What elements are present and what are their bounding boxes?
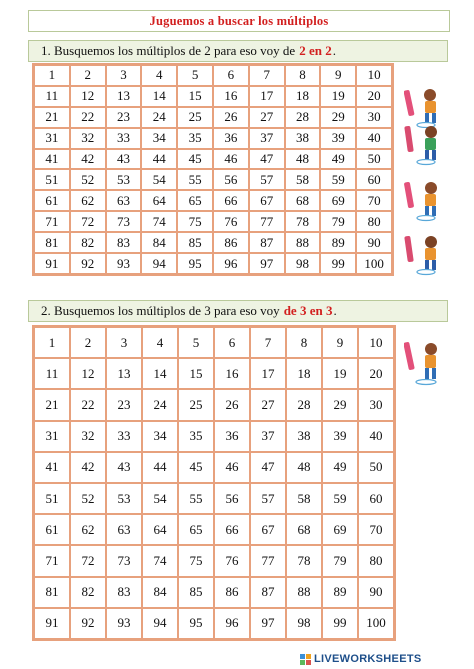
grid-cell[interactable]: 25 — [177, 107, 213, 128]
grid-cell[interactable]: 2 — [70, 327, 106, 358]
grid-cell[interactable]: 30 — [356, 107, 392, 128]
exercise-1-highlight: 2 en 2 — [299, 43, 332, 58]
grid-cell[interactable]: 55 — [178, 483, 214, 514]
grid-cell[interactable]: 54 — [142, 483, 178, 514]
grid-cell[interactable]: 46 — [213, 149, 249, 170]
grid-cell[interactable]: 35 — [178, 421, 214, 452]
grid-cell[interactable]: 39 — [322, 421, 358, 452]
grid-cell[interactable]: 84 — [142, 577, 178, 608]
exercise-2-period: . — [333, 303, 337, 318]
grid-cell[interactable]: 86 — [213, 232, 249, 253]
grid-cell[interactable]: 92 — [70, 608, 106, 639]
grid-cell[interactable]: 45 — [177, 149, 213, 170]
grid-cell[interactable]: 69 — [322, 514, 358, 545]
grid-cell[interactable]: 12 — [70, 358, 106, 389]
grid-cell[interactable]: 75 — [178, 545, 214, 576]
grid-cell[interactable]: 29 — [320, 107, 356, 128]
grid-cell[interactable]: 66 — [214, 514, 250, 545]
grid-cell[interactable]: 1 — [34, 65, 70, 86]
grid-cell[interactable]: 27 — [249, 107, 285, 128]
grid-cell[interactable]: 47 — [249, 149, 285, 170]
grid-cell[interactable]: 24 — [141, 107, 177, 128]
grid-cell[interactable]: 1 — [34, 327, 70, 358]
grid-cell[interactable]: 17 — [249, 86, 285, 107]
grid-cell[interactable]: 27 — [250, 389, 286, 420]
grid-cell[interactable]: 92 — [70, 253, 106, 274]
grid-cell[interactable]: 57 — [250, 483, 286, 514]
grid-cell[interactable]: 49 — [322, 452, 358, 483]
grid-cell[interactable]: 86 — [214, 577, 250, 608]
kid-skipping-icon — [404, 234, 444, 276]
grid-cell[interactable]: 3 — [106, 65, 142, 86]
grid-cell[interactable]: 29 — [322, 389, 358, 420]
grid-cell[interactable]: 31 — [34, 421, 70, 452]
grid-cell[interactable]: 83 — [106, 232, 142, 253]
grid-cell[interactable]: 21 — [34, 389, 70, 420]
grid-cell[interactable]: 76 — [213, 211, 249, 232]
grid-cell[interactable]: 4 — [142, 327, 178, 358]
grid-cell[interactable]: 40 — [356, 128, 392, 149]
grid-cell[interactable]: 18 — [286, 358, 322, 389]
grid-cell[interactable]: 19 — [322, 358, 358, 389]
grid-cell[interactable]: 68 — [286, 514, 322, 545]
grid-cell[interactable]: 38 — [286, 421, 322, 452]
grid-cell[interactable]: 60 — [358, 483, 394, 514]
grid-cell[interactable]: 78 — [285, 211, 321, 232]
grid-cell[interactable]: 74 — [142, 545, 178, 576]
grid-cell[interactable]: 100 — [356, 253, 392, 274]
grid-cell[interactable]: 42 — [70, 149, 106, 170]
grid-cell[interactable]: 61 — [34, 514, 70, 545]
grid-cell[interactable]: 83 — [106, 577, 142, 608]
grid-cell[interactable]: 5 — [178, 327, 214, 358]
grid-cell[interactable]: 28 — [285, 107, 321, 128]
exercise-1-instruction — [28, 40, 448, 62]
grid-cell[interactable]: 33 — [106, 421, 142, 452]
grid-cell[interactable]: 16 — [214, 358, 250, 389]
grid-cell[interactable]: 88 — [285, 232, 321, 253]
grid-cell[interactable]: 26 — [213, 107, 249, 128]
grid-cell[interactable]: 91 — [34, 253, 70, 274]
grid-cell[interactable]: 93 — [106, 253, 142, 274]
grid-cell[interactable]: 14 — [141, 86, 177, 107]
grid-cell[interactable]: 52 — [70, 483, 106, 514]
grid-cell[interactable]: 90 — [358, 577, 394, 608]
grid-cell[interactable]: 84 — [141, 232, 177, 253]
grid-cell[interactable]: 97 — [249, 253, 285, 274]
grid-cell[interactable]: 82 — [70, 232, 106, 253]
grid-cell[interactable]: 56 — [213, 169, 249, 190]
grid-cell[interactable]: 7 — [250, 327, 286, 358]
grid-cell[interactable]: 89 — [322, 577, 358, 608]
kid-jumping-icon — [404, 180, 444, 222]
grid-cell[interactable]: 53 — [106, 483, 142, 514]
grid-cell[interactable]: 65 — [178, 514, 214, 545]
grid-cell[interactable]: 46 — [214, 452, 250, 483]
grid-cell[interactable]: 52 — [70, 169, 106, 190]
grid-cell[interactable]: 73 — [106, 545, 142, 576]
grid-cell[interactable]: 79 — [320, 211, 356, 232]
grid-cell[interactable]: 55 — [177, 169, 213, 190]
grid-cell[interactable]: 62 — [70, 514, 106, 545]
grid-cell[interactable]: 13 — [106, 358, 142, 389]
grid-cell[interactable]: 49 — [320, 149, 356, 170]
grid-cell[interactable]: 41 — [34, 149, 70, 170]
grid-cell[interactable]: 64 — [142, 514, 178, 545]
grid-cell[interactable]: 94 — [142, 608, 178, 639]
grid-cell[interactable]: 62 — [70, 190, 106, 211]
number-grid-2 — [32, 325, 396, 641]
grid-cell[interactable]: 26 — [214, 389, 250, 420]
grid-cell[interactable]: 82 — [70, 577, 106, 608]
grid-cell[interactable]: 33 — [106, 128, 142, 149]
kid-skipping-icon — [404, 124, 444, 166]
grid-cell[interactable]: 8 — [285, 65, 321, 86]
grid-cell[interactable]: 32 — [70, 128, 106, 149]
grid-cell[interactable]: 71 — [34, 211, 70, 232]
grid-cell[interactable]: 13 — [106, 86, 142, 107]
grid-cell[interactable]: 18 — [285, 86, 321, 107]
grid-cell[interactable]: 23 — [106, 389, 142, 420]
grid-cell[interactable]: 54 — [141, 169, 177, 190]
grid-cell[interactable]: 34 — [142, 421, 178, 452]
grid-cell[interactable]: 58 — [286, 483, 322, 514]
grid-cell[interactable]: 45 — [178, 452, 214, 483]
grid-cell[interactable]: 59 — [322, 483, 358, 514]
grid-cell[interactable]: 93 — [106, 608, 142, 639]
grid-cell[interactable]: 59 — [320, 169, 356, 190]
grid-cell[interactable]: 36 — [213, 128, 249, 149]
grid-cell[interactable]: 90 — [356, 232, 392, 253]
grid-cell[interactable]: 7 — [249, 65, 285, 86]
liveworksheets-logo-icon — [300, 654, 311, 665]
grid-cell[interactable]: 67 — [249, 190, 285, 211]
grid-cell[interactable]: 4 — [141, 65, 177, 86]
grid-cell[interactable]: 40 — [358, 421, 394, 452]
grid-cell[interactable]: 74 — [141, 211, 177, 232]
grid-cell[interactable]: 16 — [213, 86, 249, 107]
worksheet-title: Juguemos a buscar los múltiplos — [149, 13, 329, 28]
grid-cell[interactable]: 97 — [250, 608, 286, 639]
grid-cell[interactable]: 22 — [70, 107, 106, 128]
grid-cell[interactable]: 17 — [250, 358, 286, 389]
grid-cell[interactable]: 20 — [356, 86, 392, 107]
grid-cell[interactable]: 9 — [320, 65, 356, 86]
grid-cell[interactable]: 51 — [34, 483, 70, 514]
grid-cell[interactable]: 66 — [213, 190, 249, 211]
grid-cell[interactable]: 37 — [250, 421, 286, 452]
grid-cell[interactable]: 99 — [320, 253, 356, 274]
grid-cell[interactable]: 50 — [356, 149, 392, 170]
grid-cell[interactable]: 51 — [34, 169, 70, 190]
grid-cell[interactable]: 63 — [106, 190, 142, 211]
grid-cell[interactable]: 58 — [285, 169, 321, 190]
grid-cell[interactable]: 21 — [34, 107, 70, 128]
grid-cell[interactable]: 50 — [358, 452, 394, 483]
grid-cell[interactable]: 28 — [286, 389, 322, 420]
grid-cell[interactable]: 57 — [249, 169, 285, 190]
grid-cell[interactable]: 56 — [214, 483, 250, 514]
grid-cell[interactable]: 23 — [106, 107, 142, 128]
grid-cell[interactable]: 100 — [358, 608, 394, 639]
grid-cell[interactable]: 72 — [70, 211, 106, 232]
grid-cell[interactable]: 48 — [286, 452, 322, 483]
grid-cell[interactable]: 87 — [249, 232, 285, 253]
grid-cell[interactable]: 81 — [34, 232, 70, 253]
grid-cell[interactable]: 30 — [358, 389, 394, 420]
exercise-2-text: 2. Busquemos los múltiplos de 3 para eso voy — [41, 303, 280, 318]
grid-cell[interactable]: 43 — [106, 452, 142, 483]
grid-cell[interactable]: 35 — [177, 128, 213, 149]
grid-cell[interactable]: 37 — [249, 128, 285, 149]
grid-cell[interactable]: 78 — [286, 545, 322, 576]
grid-cell[interactable]: 88 — [286, 577, 322, 608]
grid-cell[interactable]: 73 — [106, 211, 142, 232]
exercise-2-highlight: de 3 en 3 — [283, 303, 333, 318]
grid-cell[interactable]: 6 — [214, 327, 250, 358]
grid-cell[interactable]: 15 — [178, 358, 214, 389]
grid-cell[interactable]: 85 — [178, 577, 214, 608]
grid-cell[interactable]: 98 — [286, 608, 322, 639]
grid-cell[interactable]: 25 — [178, 389, 214, 420]
grid-cell[interactable]: 10 — [356, 65, 392, 86]
kid-jumping-icon — [404, 86, 444, 128]
grid-cell[interactable]: 43 — [106, 149, 142, 170]
grid-cell[interactable]: 68 — [285, 190, 321, 211]
grid-cell[interactable]: 12 — [70, 86, 106, 107]
grid-cell[interactable]: 38 — [285, 128, 321, 149]
grid-cell[interactable]: 61 — [34, 190, 70, 211]
grid-cell[interactable]: 14 — [142, 358, 178, 389]
grid-cell[interactable]: 95 — [178, 608, 214, 639]
grid-cell[interactable]: 39 — [320, 128, 356, 149]
grid-cell[interactable]: 44 — [141, 149, 177, 170]
liveworksheets-logo — [300, 651, 422, 667]
grid-cell[interactable]: 71 — [34, 545, 70, 576]
grid-cell[interactable]: 3 — [106, 327, 142, 358]
grid-cell[interactable]: 79 — [322, 545, 358, 576]
grid-cell[interactable]: 9 — [322, 327, 358, 358]
grid-cell[interactable]: 24 — [142, 389, 178, 420]
grid-cell[interactable]: 5 — [177, 65, 213, 86]
grid-cell[interactable]: 81 — [34, 577, 70, 608]
grid-cell[interactable]: 94 — [141, 253, 177, 274]
grid-cell[interactable]: 67 — [250, 514, 286, 545]
grid-cell[interactable]: 47 — [250, 452, 286, 483]
grid-cell[interactable]: 6 — [213, 65, 249, 86]
grid-cell[interactable]: 15 — [177, 86, 213, 107]
grid-cell[interactable]: 72 — [70, 545, 106, 576]
grid-cell[interactable]: 31 — [34, 128, 70, 149]
worksheet-title-box — [28, 10, 450, 32]
grid-cell[interactable]: 99 — [322, 608, 358, 639]
grid-cell[interactable]: 70 — [356, 190, 392, 211]
grid-cell[interactable]: 48 — [285, 149, 321, 170]
grid-cell[interactable]: 80 — [358, 545, 394, 576]
grid-cell[interactable]: 96 — [213, 253, 249, 274]
grid-cell[interactable]: 69 — [320, 190, 356, 211]
grid-cell[interactable]: 96 — [214, 608, 250, 639]
grid-cell[interactable]: 80 — [356, 211, 392, 232]
grid-cell[interactable]: 64 — [141, 190, 177, 211]
exercise-1-text: 1. Busquemos los múltiplos de 2 para eso voy de — [41, 43, 296, 58]
grid-cell[interactable]: 85 — [177, 232, 213, 253]
grid-cell[interactable]: 10 — [358, 327, 394, 358]
grid-cell[interactable]: 11 — [34, 358, 70, 389]
grid-cell[interactable]: 2 — [70, 65, 106, 86]
grid-cell[interactable]: 91 — [34, 608, 70, 639]
grid-cell[interactable]: 42 — [70, 452, 106, 483]
grid-cell[interactable]: 41 — [34, 452, 70, 483]
exercise-1-period: . — [332, 43, 336, 58]
grid-cell[interactable]: 60 — [356, 169, 392, 190]
grid-cell[interactable]: 8 — [286, 327, 322, 358]
grid-cell[interactable]: 77 — [250, 545, 286, 576]
grid-cell[interactable]: 63 — [106, 514, 142, 545]
exercise-2-instruction — [28, 300, 448, 322]
kid-jumping-icon — [404, 340, 444, 386]
grid-cell[interactable]: 44 — [142, 452, 178, 483]
grid-cell[interactable]: 65 — [177, 190, 213, 211]
grid-cell[interactable]: 36 — [214, 421, 250, 452]
grid-cell[interactable]: 11 — [34, 86, 70, 107]
grid-cell[interactable]: 76 — [214, 545, 250, 576]
grid-cell[interactable]: 89 — [320, 232, 356, 253]
grid-cell[interactable]: 95 — [177, 253, 213, 274]
number-grid-1 — [32, 63, 394, 276]
grid-cell[interactable]: 34 — [141, 128, 177, 149]
grid-cell[interactable]: 53 — [106, 169, 142, 190]
logo-text: LIVEWORKSHEETS — [314, 653, 422, 665]
grid-cell[interactable]: 32 — [70, 421, 106, 452]
grid-cell[interactable]: 98 — [285, 253, 321, 274]
grid-cell[interactable]: 22 — [70, 389, 106, 420]
grid-cell[interactable]: 19 — [320, 86, 356, 107]
grid-cell[interactable]: 77 — [249, 211, 285, 232]
grid-cell[interactable]: 20 — [358, 358, 394, 389]
grid-cell[interactable]: 87 — [250, 577, 286, 608]
grid-cell[interactable]: 70 — [358, 514, 394, 545]
grid-cell[interactable]: 75 — [177, 211, 213, 232]
